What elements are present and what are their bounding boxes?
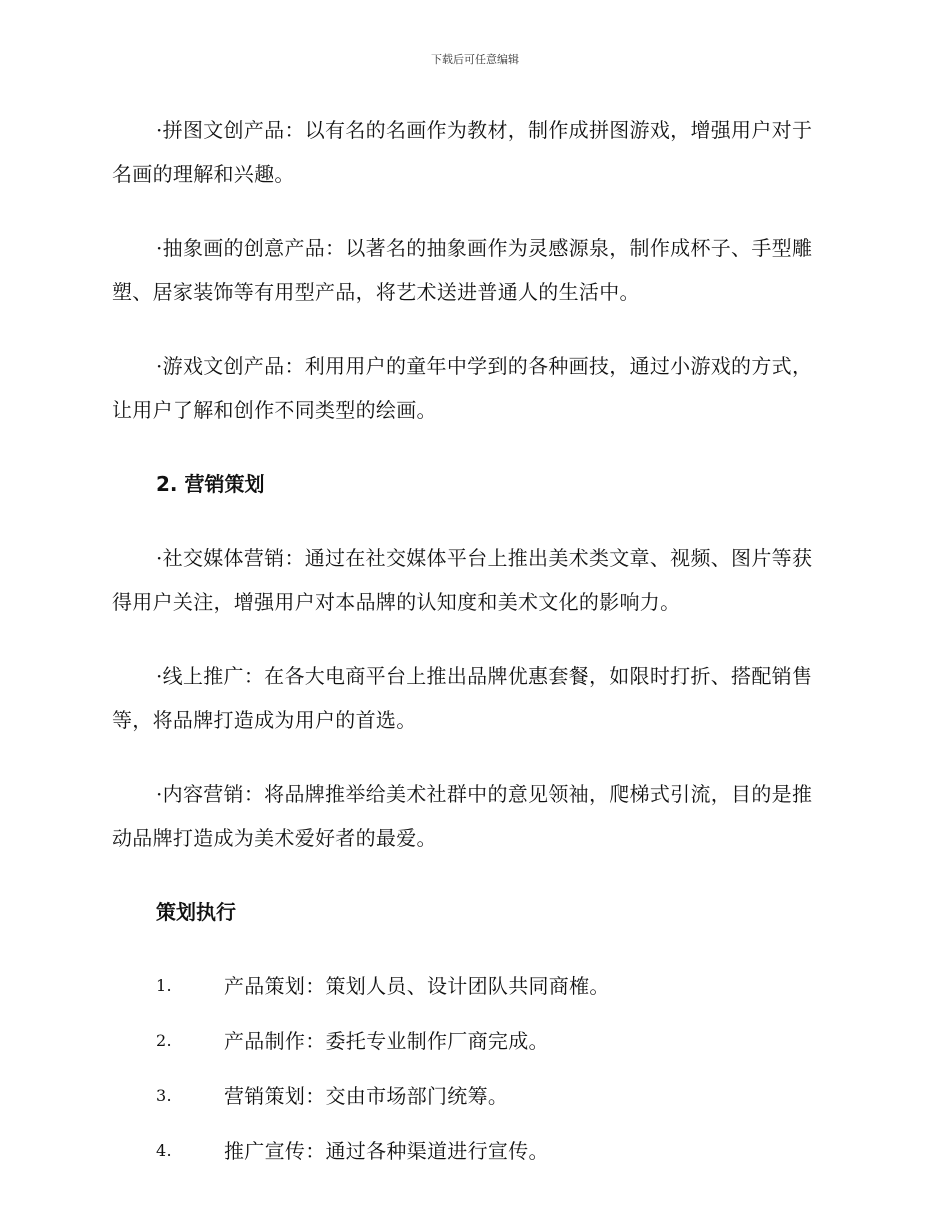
- list-number: 2.: [156, 1031, 172, 1050]
- product-paragraph-game: ·游戏文创产品：利用用户的童年中学到的各种画技，通过小游戏的方式，让用户了解和创作不同类型的绘画。: [112, 354, 813, 422]
- product-paragraph-puzzle: ·拼图文创产品：以有名的名画作为教材，制作成拼图游戏，增强用户对于名画的理解和兴趣。: [112, 118, 813, 186]
- page-header: 下载后可任意编辑: [431, 53, 519, 66]
- list-text: 产品制作：委托专业制作厂商完成。: [224, 1029, 549, 1053]
- document-body: [112, 108, 822, 1184]
- marketing-paragraph-social: ·社交媒体营销：通过在社交媒体平台上推出美术类文章、视频、图片等获得用户关注，增强用户对本品牌的认知度和美术文化的影响力。: [112, 546, 813, 614]
- list-text: 产品策划：策划人员、设计团队共同商榷。: [224, 974, 610, 998]
- marketing-paragraph-online: ·线上推广：在各大电商平台上推出品牌优惠套餐，如限时打折、搭配销售等，将品牌打造成为用户的首选。: [112, 664, 813, 732]
- marketing-heading: 2. 营销策划: [156, 472, 265, 496]
- execution-list-item: [156, 1129, 822, 1173]
- marketing-paragraph-content: ·内容营销：将品牌推举给美术社群中的意见领袖，爬梯式引流，目的是推动品牌打造成为美术爱好者的最爱。: [112, 782, 813, 850]
- execution-list-item: [156, 1019, 822, 1063]
- execution-list-item: [156, 964, 822, 1008]
- list-text: 营销策划：交由市场部门统筹。: [224, 1084, 509, 1108]
- product-paragraph-abstract: ·抽象画的创意产品：以著名的抽象画作为灵感源泉，制作成杯子、手型雕塑、居家装饰等有用型产品，将艺术送进普通人的生活中。: [112, 236, 813, 304]
- list-number: 4.: [156, 1141, 172, 1160]
- execution-list-item: [156, 1074, 822, 1118]
- list-number: 1.: [156, 976, 172, 995]
- list-number: 3.: [156, 1086, 172, 1105]
- execution-heading: 策划执行: [156, 900, 236, 924]
- list-text: 推广宣传：通过各种渠道进行宣传。: [224, 1139, 549, 1163]
